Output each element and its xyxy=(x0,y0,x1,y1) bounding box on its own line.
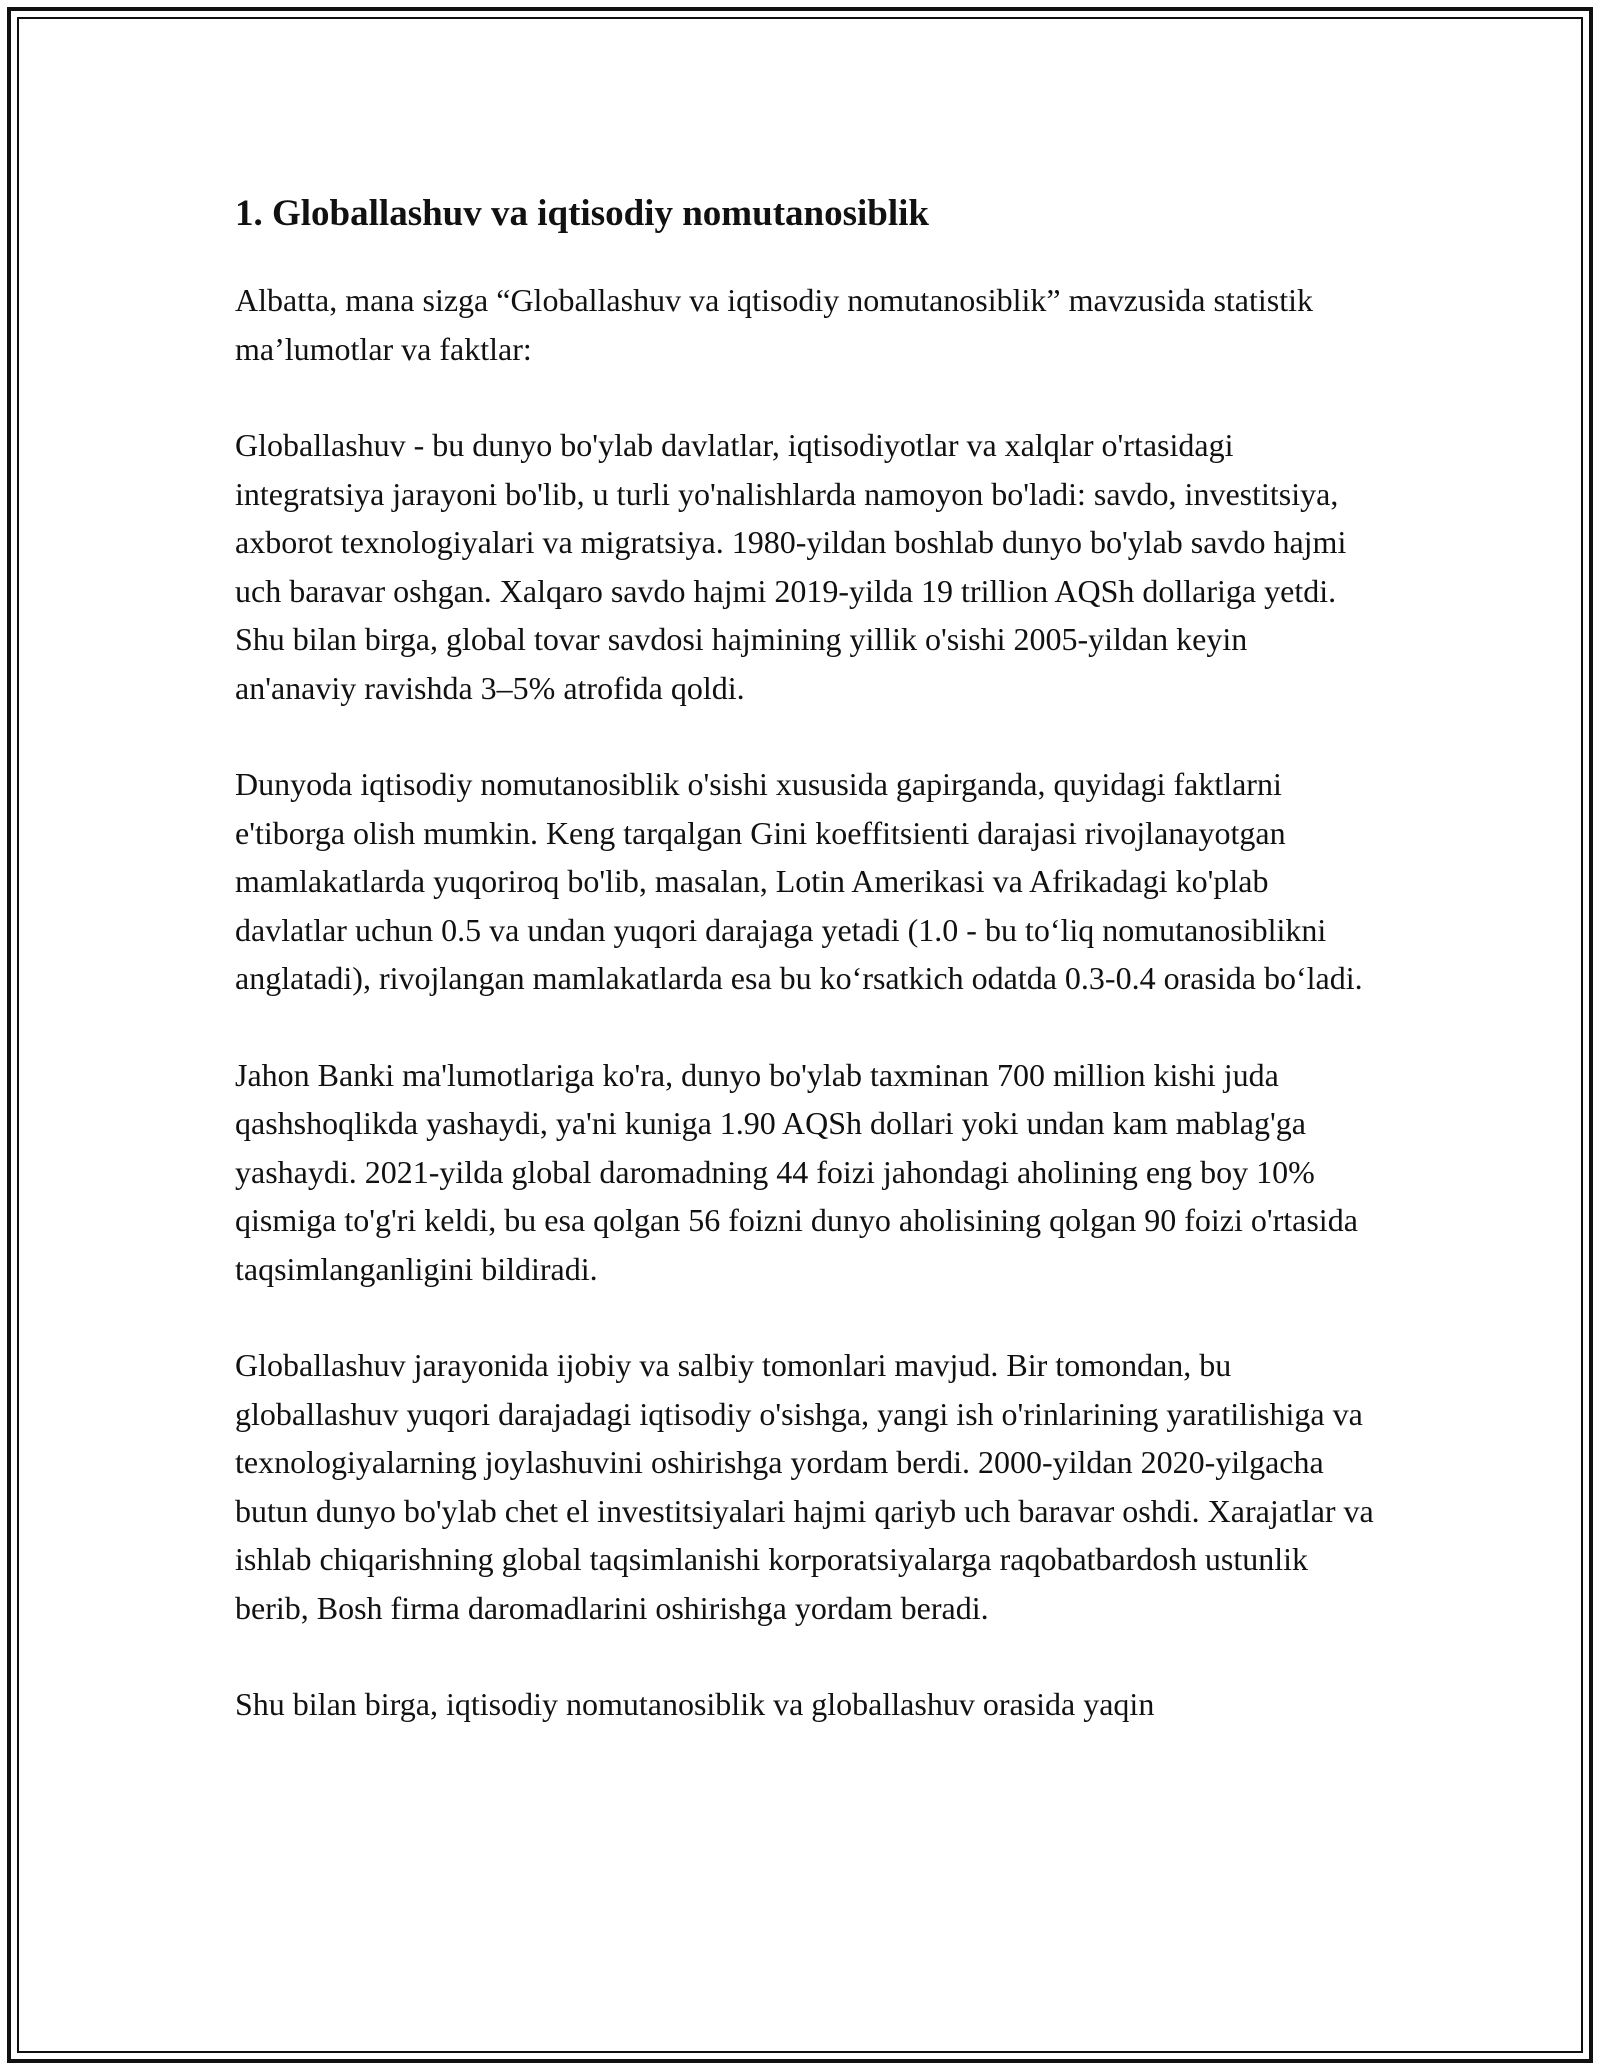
paragraph-continuation: Shu bilan birga, iqtisodiy nomutanosiblik va globallashuv orasida yaqin xyxy=(235,1686,1155,1722)
paragraph-poverty: Jahon Banki ma'lumotlariga ko'ra, dunyo bo'ylab taxminan 700 million kishi juda qashshoqlikda yashaydi, ya'ni kuniga 1.90 AQSh dollari yoki undan kam mablag'ga yashaydi. 2021-yilda global daromadning 44 foizi jahondagi aholining eng boy 10% qismiga to'g'ri keldi, bu esa qolgan 56 foizni dunyo aholisining qolgan 90 foizi o'rtasida taqsimlanganligini bildiradi. xyxy=(235,1056,1358,1287)
document-body xyxy=(235,182,1375,1777)
document-title: 1. Globallashuv va iqtisodiy nomutanosiblik xyxy=(235,193,929,234)
paragraph-intro: Albatta, mana sizga “Globallashuv va iqtisodiy nomutanosiblik” mavzusida statistik ma’lumotlar va faktlar: xyxy=(235,282,1314,367)
paragraph-globalization: Globallashuv - bu dunyo bo'ylab davlatlar, iqtisodiyotlar va xalqlar o'rtasidagi integratsiya jarayoni bo'lib, u turli yo'nalishlarda namoyon bo'ladi: savdo, investitsiya, axborot texnologiyalari va migratsiya. 1980-yildan boshlab dunyo bo'ylab savdo hajmi uch baravar oshgan. Xalqaro savdo hajmi 2019-yilda 19 trillion AQSh dollariga yetdi. Shu bilan birga, global tovar savdosi hajmining yillik o'sishi 2005-yildan keyin an'anaviy ravishda 3–5% atrofida qoldi. xyxy=(235,427,1347,706)
paragraph-inequality: Dunyoda iqtisodiy nomutanosiblik o'sishi xususida gapirganda, quyidagi faktlarni e'tiborga olish mumkin. Keng tarqalgan Gini koeffitsienti darajasi rivojlanayotgan mamlakatlarda yuqoriroq bo'lib, masalan, Lotin Amerikasi va Afrikadagi ko'plab davlatlar uchun 0.5 va undan yuqori darajaga yetadi (1.0 - bu to‘liq nomutanosiblikni anglatadi), rivojlangan mamlakatlarda esa bu ko‘rsatkich odatda 0.3-0.4 orasida bo‘ladi. xyxy=(235,766,1363,996)
paragraph-pros-cons: Globallashuv jarayonida ijobiy va salbiy tomonlari mavjud. Bir tomondan, bu globallashuv yuqori darajadagi iqtisodiy o'sishga, yangi ish o'rinlarining yaratilishiga va texnologiyalarning joylashuvini oshirishga yordam berdi. 2000-yildan 2020-yilgacha butun dunyo bo'ylab chet el investitsiyalari hajmi qariyb uch baravar oshdi. Xarajatlar va ishlab chiqarishning global taqsimlanishi korporatsiyalarga raqobatbardosh ustunlik berib, Bosh firma daromadlarini oshirishga yordam beradi. xyxy=(235,1347,1374,1626)
